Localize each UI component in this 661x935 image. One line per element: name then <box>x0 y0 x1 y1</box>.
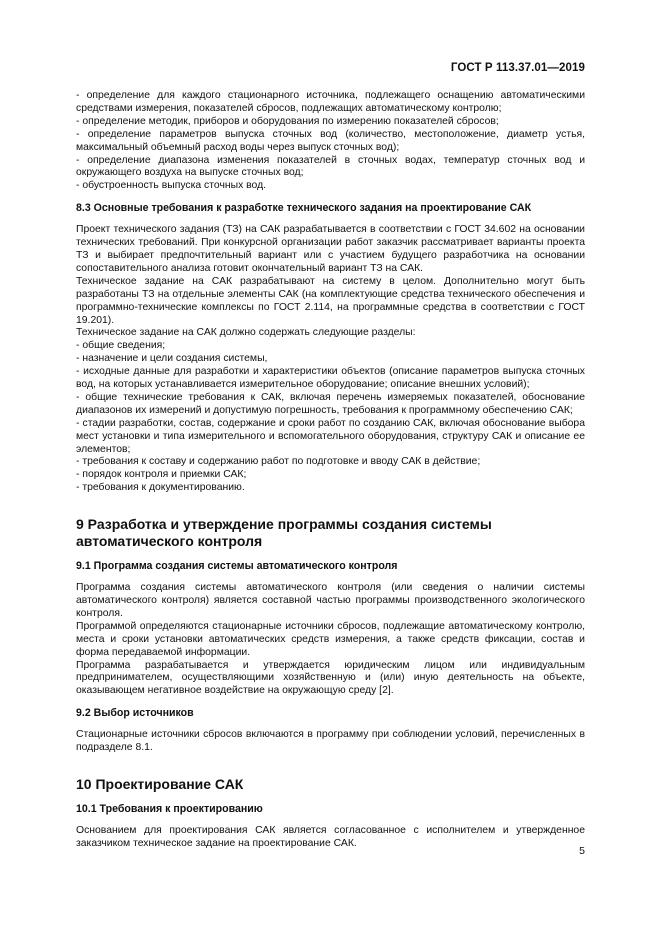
page-number: 5 <box>579 845 585 857</box>
list-item: - определение для каждого стационарного источника, подлежащего оснащению автоматическими средствами измерения, показателей сбросов, подлежащих автоматическому контролю; <box>76 90 585 114</box>
list-item: - обустроенность выпуска сточных вод. <box>76 180 267 192</box>
list-item: - определение методик, приборов и оборудования по измерению показателей сбросов; <box>76 115 499 127</box>
section-heading-8-3: 8.3 Основные требования к разработке технического задания на проектирование САК <box>76 202 532 215</box>
section-heading-10: 10 Проектирование САК <box>76 775 244 792</box>
paragraph: Техническое задание на САК разрабатывают на систему в целом. Дополнительно могут быть разработаны ТЗ на отдельные элементы САК (на комплектующие средства технического обеспечения и программно-технические комплексы по ГОСТ 2.114, на программные средства в соответствии с ГОСТ 19.201). <box>76 275 585 326</box>
section-heading-10-1: 10.1 Требования к проектированию <box>76 802 263 815</box>
list-item: - требования к составу и содержанию работ по подготовке и вводу САК в действие; <box>76 456 481 468</box>
document-code: ГОСТ Р 113.37.01—2019 <box>450 62 585 74</box>
list-item: - исходные данные для разработки и характеристики объектов (описание параметров выпуска сточных вод, на которых устанавливается измерительное оборудование; описание внешних условий); <box>76 366 585 391</box>
paragraph: Стационарные источники сбросов включаются в программу при соблюдении условий, перечисленных в подразделе 8.1. <box>76 729 585 754</box>
list-item: - порядок контроля и приемки САК; <box>76 469 247 481</box>
list-item: - требования к документированию. <box>76 482 245 494</box>
paragraph: Программа разрабатывается и утверждается юридическим лицом или индивидуальным предпринимателем, осуществляющими хозяйственную и (или) иную деятельность на объекте, оказывающем негативное воздействие на окружающую среду [2]. <box>76 659 585 697</box>
section-heading-9-1: 9.1 Программа создания системы автоматического контроля <box>76 560 398 573</box>
paragraph: Основанием для проектирования САК является согласованное с исполнителем и утвержденное заказчиком техническое задание на проектирование САК. <box>76 824 585 849</box>
list-item: - определение параметров выпуска сточных вод (количество, местоположение, диаметр устья, максимальный объемный расход воды через выпуск сточных вод); <box>76 128 585 153</box>
page-content <box>76 90 585 851</box>
paragraph: Программой определяются стационарные источники сбросов, подлежащие автоматическому контролю, места и сроки установки автоматических средств измерения, а также средств фиксации, состав и форма передаваемой информации. <box>76 620 585 658</box>
paragraph: Техническое задание на САК должно содержать следующие разделы: <box>76 327 416 339</box>
section-heading-9: 9 Разработка и утверждение программы создания системы автоматического контроля <box>76 516 492 550</box>
paragraph: Проект технического задания (ТЗ) на САК разрабатывается в соответствии с ГОСТ 34.602 на основании технических требований. При конкурсной организации работ заказчик рассматривает варианты проекта ТЗ и выбирает предпочтительный вариант или с участием будущего разработчика на основании сопоставительного анализа готовит окончательный вариант ТЗ на САК. <box>76 224 585 274</box>
paragraph: Программа создания системы автоматического контроля (или сведения о наличии системы автоматического контроля) является составной частью программы производственного экологического контроля. <box>76 582 585 619</box>
list-item: - общие технические требования к САК, включая перечень измеряемых показателей, обоснование диапазонов их измерений и допустимую погрешность, требования к программному обеспечению САК; <box>76 391 585 416</box>
section-heading-9-2: 9.2 Выбор источников <box>76 707 194 720</box>
list-item: - определение диапазона изменения показателей в сточных водах, температур сточных вод и окружающего воздуха на выпуске сточных вод; <box>76 154 585 179</box>
list-item: - общие сведения; <box>76 340 166 352</box>
list-item: - стадии разработки, состав, содержание и сроки работ по созданию САК, включая обоснование выбора мест установки и типа измерительного и вспомогательного оборудования, структуру САК и описание ее элементов; <box>76 417 585 455</box>
list-item: - назначение и цели создания системы, <box>76 353 268 365</box>
